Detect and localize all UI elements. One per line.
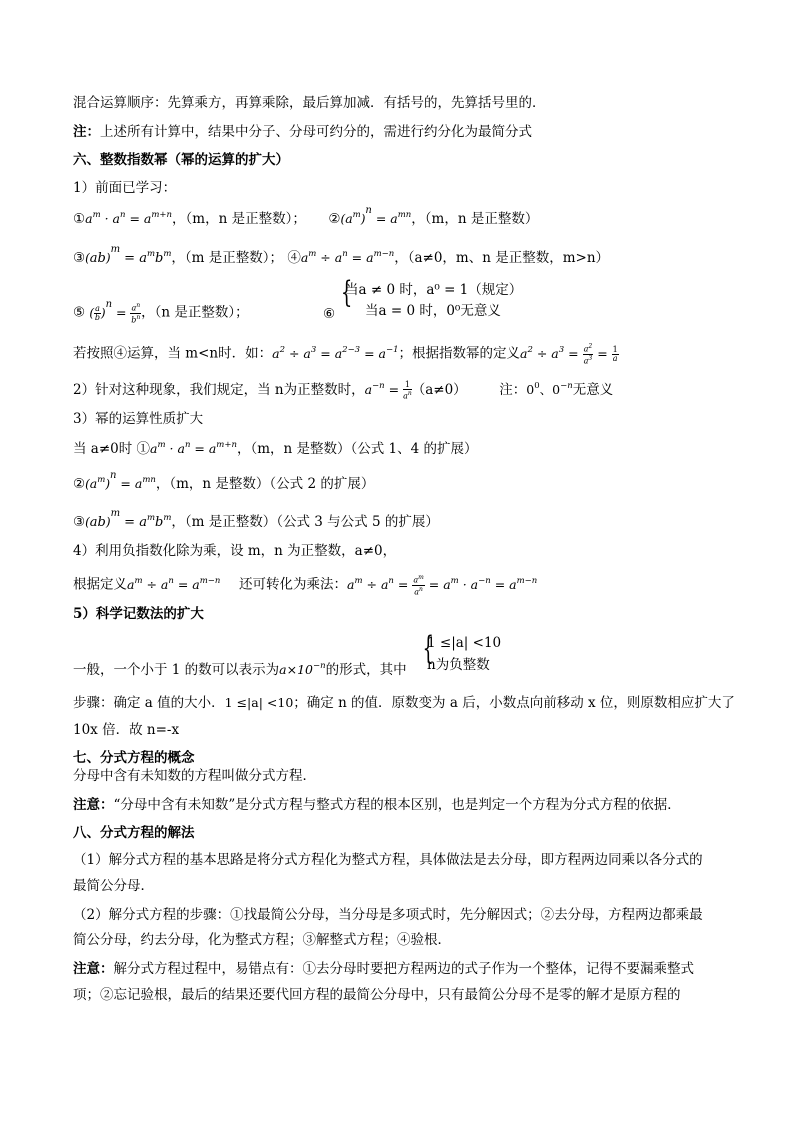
circle-2: ② — [328, 211, 341, 227]
item-3-line-3 — [73, 508, 439, 534]
section-8-p1a: （1）解分式方程的基本思路是将分式方程化为整式方程，具体做法是去分母，即方程两边同乘以各分式的 — [73, 852, 703, 868]
item-5-brace-2: n为负整数 — [427, 657, 490, 673]
item-2-line — [73, 380, 613, 402]
ruo-prefix: 若按照④运算，当 m<n时．如： — [73, 345, 273, 362]
item-2-note: 注： — [499, 382, 527, 398]
item-4-l2-prefix: 根据定义 — [73, 576, 127, 593]
heading-section-7: 七、分式方程的概念 — [73, 750, 195, 766]
item-4-line-2 — [73, 574, 537, 597]
formula-5-suffix: ，（n 是正整数）； — [141, 304, 249, 321]
item-3-formula-2: $(a^m)^n = a^{mn}$ — [85, 470, 156, 491]
step-l1-suffix: ；确定 n 的值．原数变为 a 后，小数点向前移动 x 位，则原数相应扩大了 — [293, 695, 735, 711]
case-1: 当a ≠ 0 时，a⁰ = 1（规定） — [345, 282, 523, 298]
item-3-l3-suffix: ，（m 是正整数）（公式 3 与公式 5 的扩展） — [171, 514, 439, 530]
item-5-formula: $a\times 10^{-n}$ — [279, 661, 326, 677]
section-7-text: 分母中含有未知数的方程叫做分式方程． — [73, 768, 316, 784]
formula-2-suffix: ，（m，n 是正整数） — [411, 211, 539, 227]
formula-4: $a^m \div a^n = a^{m-n}$ — [300, 249, 395, 265]
formula-line-1 — [73, 205, 539, 231]
note-label: 注： — [73, 124, 100, 140]
note-text: 上述所有计算中，结果中分子、分母可约分的，需进行约分化为最简分式 — [100, 124, 532, 140]
circle-6: ⑥ — [323, 306, 336, 322]
ruo-formula: $a^2 \div a^3 = a^{2-3} = a^{-1}$ — [272, 344, 399, 361]
formula-3-suffix: ，（m 是正整数）； — [171, 250, 284, 266]
formula-3: $(ab)^m = a^mb^m$ — [85, 244, 172, 266]
circle-3: ③ — [73, 250, 86, 266]
formula-5: ( $\frac{a}{b}$ )$^n$ = $\frac{a^n}{b^n}$ — [89, 298, 141, 325]
note-line-7 — [73, 795, 681, 815]
item-4-title: 4）利用负指数化除为乘，设 m，n 为正整数，a≠0， — [73, 543, 397, 559]
item-4-formula-a: $a^m \div a^n = a^{m-n}$ — [127, 575, 221, 592]
formula-line-3 — [73, 298, 249, 325]
circle-1: ① — [73, 211, 86, 227]
section-8-p2b: 简公分母，约去分母，化为整式方程；③解整式方程；④验根． — [73, 932, 451, 948]
item-5-brace: { — [422, 629, 434, 667]
item-3-line-2 — [73, 470, 375, 496]
step-line-1 — [73, 693, 735, 713]
item-5-prefix: 一般，一个小于 1 的数可以表示为 — [73, 662, 280, 678]
circle-4: ④ — [287, 250, 301, 266]
heading-section-6: 六、整数指数幂（幂的运算的扩大） — [73, 152, 289, 168]
item-2-note-tail: 无意义 — [572, 382, 614, 398]
order-line: 混合运算顺序：先算乘方，再算乘除，最后算加减．有括号的，先算括号里的． — [73, 95, 546, 111]
note-7-text: “分母中含有未知数”是分式方程与整式方程的根本区别，也是判定一个方程为分式方程的依据． — [113, 797, 681, 813]
item-3-l2-suffix: ，（m，n 是整数）（公式 2 的扩展） — [155, 476, 375, 492]
step-line-2: 10x 倍．故 n=-x — [73, 722, 180, 738]
note-8-text: 解分式方程过程中，易错点有：①去分母时要把方程两边的式子作为一个整体，记得不要漏乘整式 — [113, 961, 694, 977]
item-2-formula: $a^{-n}$ = $\frac{1}{a^n}$ — [364, 379, 412, 401]
item-2-cond: （a≠0） — [411, 382, 467, 398]
item-3-formula-1: $a^m \cdot a^n = a^{m+n}$ — [150, 440, 237, 456]
item-5-suffix: 的形式，其中 — [325, 662, 407, 678]
formula-4-suffix: ，（a≠0，m、n 是正整数，m>n） — [394, 250, 610, 266]
formula-1: $a^m \cdot a^n = a^{m+n}$ — [85, 210, 173, 226]
item-5-brace-1: 1 ≤|a| <10 — [427, 635, 502, 651]
ruo-def-formula: $a^2 \div a^3$ = $\frac{a^2}{a^3}$ = $\frac{1}{a}$ — [520, 343, 618, 366]
item-4-formula-b: $a^m \div a^n$ = $\frac{a^m}{a^n}$ = $a^m \cdot a^{-n} = a^{m-n}$ — [347, 574, 538, 597]
case-2: 当a = 0 时，0⁰无意义 — [365, 303, 501, 319]
item-3-title: 3）幂的运算性质扩大 — [73, 411, 204, 427]
formula-1-suffix: ，（m，n 是正整数）； — [172, 211, 306, 227]
section-8-p2a: （2）解分式方程的步骤：①找最简公分母，当分母是多项式时，先分解因式；②去分母，方程两边都乘最 — [73, 907, 703, 923]
formula-line-2 — [73, 244, 610, 270]
step-range: 1 ≤|a| <10 — [224, 695, 294, 710]
note-8-label: 注意： — [73, 961, 114, 977]
ruo-mid: ；根据指数幂的定义 — [398, 345, 521, 362]
note-7-label: 注意： — [73, 797, 114, 813]
item-1-title: 1）前面已学习： — [73, 180, 177, 196]
item-3-l1-prefix: 当 a≠0时 ① — [73, 441, 151, 457]
circle-5: ⑤ — [73, 304, 86, 321]
heading-section-8: 八、分式方程的解法 — [73, 825, 195, 841]
item-3-l2-prefix: ② — [73, 476, 86, 492]
item-2-prefix: 2）针对这种现象，我们规定，当 n为正整数时， — [73, 382, 365, 398]
item-3-line-1 — [73, 439, 478, 461]
note-line-1 — [73, 122, 532, 142]
ruo-line — [73, 343, 619, 366]
step-l1-prefix: 步骤：确定 a 值的大小． — [73, 695, 225, 711]
item-2-note-formula: $0^0$、$0^{-n}$ — [526, 381, 573, 397]
item-3-formula-3: $(ab)^m = a^mb^m$ — [85, 508, 172, 530]
section-8-p3b: 项；②忘记验根，最后的结果还要代回方程的最简公分母中，只有最简公分母不是零的解才是原方程的 — [73, 987, 681, 1003]
section-8-p1b: 最简公分母． — [73, 878, 154, 894]
case-brace: { — [340, 275, 353, 310]
item-4-l2-mid: 还可转化为乘法： — [239, 576, 348, 593]
item-5-title: 5）科学记数法的扩大 — [73, 606, 204, 622]
item-3-l3-prefix: ③ — [73, 514, 86, 530]
item-5-line — [73, 660, 407, 682]
section-8-p3a — [73, 959, 694, 979]
item-3-l1-suffix: ，（m，n 是整数）（公式 1、4 的扩展） — [236, 441, 478, 457]
formula-2: $(a^m)^n = a^{mn}$ — [340, 205, 412, 226]
